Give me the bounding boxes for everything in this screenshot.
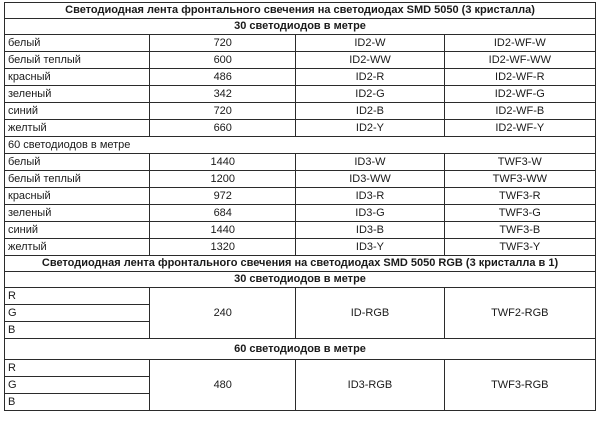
table-row	[5, 188, 596, 205]
section-header-row	[5, 137, 596, 154]
wf-cell: TWF3-B	[444, 222, 595, 239]
id-cell: ID3-W	[296, 154, 444, 171]
id-cell: ID-RGB	[296, 288, 444, 339]
lumens-cell: 342	[150, 86, 296, 103]
rgb-section-30-header: 30 светодиодов в метре	[5, 272, 596, 288]
color-cell: красный	[5, 188, 150, 205]
color-cell: белый теплый	[5, 52, 150, 69]
color-cell: белый теплый	[5, 171, 150, 188]
id-cell: ID2-R	[296, 69, 444, 86]
table-row	[5, 120, 596, 137]
wf-cell: TWF3-G	[444, 205, 595, 222]
table-row	[5, 205, 596, 222]
wf-cell: TWF3-WW	[444, 171, 595, 188]
led-strip-spec-table	[4, 2, 596, 411]
channel-cell: G	[5, 305, 150, 322]
lumens-cell: 1200	[150, 171, 296, 188]
lumens-cell: 1320	[150, 239, 296, 256]
channel-cell: B	[5, 394, 150, 411]
section-header-row	[5, 272, 596, 288]
color-cell: зеленый	[5, 86, 150, 103]
table-row	[5, 239, 596, 256]
table-row	[5, 86, 596, 103]
table-row	[5, 35, 596, 52]
channel-cell: R	[5, 288, 150, 305]
lumens-cell: 1440	[150, 222, 296, 239]
wf-cell: ID2-WF-R	[444, 69, 595, 86]
wf-cell: ID2-WF-W	[444, 35, 595, 52]
rgb-section-60-header: 60 светодиодов в метре	[5, 339, 596, 360]
lumens-cell: 684	[150, 205, 296, 222]
wf-cell: ID2-WF-G	[444, 86, 595, 103]
channel-cell: R	[5, 360, 150, 377]
table-row	[5, 171, 596, 188]
table-row	[5, 154, 596, 171]
id-cell: ID3-B	[296, 222, 444, 239]
id-cell: ID2-B	[296, 103, 444, 120]
id-cell: ID2-W	[296, 35, 444, 52]
color-cell: синий	[5, 103, 150, 120]
spec-sheet	[4, 2, 596, 411]
table-a-title: Светодиодная лента фронтального свечения на светодиодах SMD 5050 (3 кристалла)	[5, 3, 596, 19]
wf-cell: TWF3-R	[444, 188, 595, 205]
id-cell: ID3-G	[296, 205, 444, 222]
id-cell: ID3-WW	[296, 171, 444, 188]
lumens-cell: 660	[150, 120, 296, 137]
wf-cell: ID2-WF-Y	[444, 120, 595, 137]
channel-cell: B	[5, 322, 150, 339]
color-cell: зеленый	[5, 205, 150, 222]
id-cell: ID3-Y	[296, 239, 444, 256]
section-header-row	[5, 339, 596, 360]
table-row	[5, 222, 596, 239]
color-cell: желтый	[5, 239, 150, 256]
rgb-row	[5, 288, 596, 305]
lumens-cell: 720	[150, 35, 296, 52]
wf-cell: TWF3-Y	[444, 239, 595, 256]
id-cell: ID3-R	[296, 188, 444, 205]
table-title-row	[5, 3, 596, 19]
section-30-header: 30 светодиодов в метре	[5, 19, 596, 35]
lumens-cell: 1440	[150, 154, 296, 171]
lumens-cell: 240	[150, 288, 296, 339]
wf-cell: ID2-WF-B	[444, 103, 595, 120]
section-60-header: 60 светодиодов в метре	[5, 137, 596, 154]
id-cell: ID2-G	[296, 86, 444, 103]
wf-cell: TWF3-W	[444, 154, 595, 171]
id-cell: ID3-RGB	[296, 360, 444, 411]
lumens-cell: 480	[150, 360, 296, 411]
lumens-cell: 486	[150, 69, 296, 86]
wf-cell: TWF2-RGB	[444, 288, 595, 339]
table-title-row	[5, 256, 596, 272]
lumens-cell: 600	[150, 52, 296, 69]
color-cell: синий	[5, 222, 150, 239]
table-row	[5, 69, 596, 86]
color-cell: белый	[5, 35, 150, 52]
color-cell: белый	[5, 154, 150, 171]
rgb-row	[5, 360, 596, 377]
id-cell: ID2-WW	[296, 52, 444, 69]
color-cell: желтый	[5, 120, 150, 137]
section-header-row	[5, 19, 596, 35]
lumens-cell: 720	[150, 103, 296, 120]
table-row	[5, 52, 596, 69]
table-row	[5, 103, 596, 120]
wf-cell: TWF3-RGB	[444, 360, 595, 411]
color-cell: красный	[5, 69, 150, 86]
id-cell: ID2-Y	[296, 120, 444, 137]
channel-cell: G	[5, 377, 150, 394]
table-b-title: Светодиодная лента фронтального свечения на светодиодах SMD 5050 RGB (3 кристалла в 1)	[5, 256, 596, 272]
wf-cell: ID2-WF-WW	[444, 52, 595, 69]
lumens-cell: 972	[150, 188, 296, 205]
